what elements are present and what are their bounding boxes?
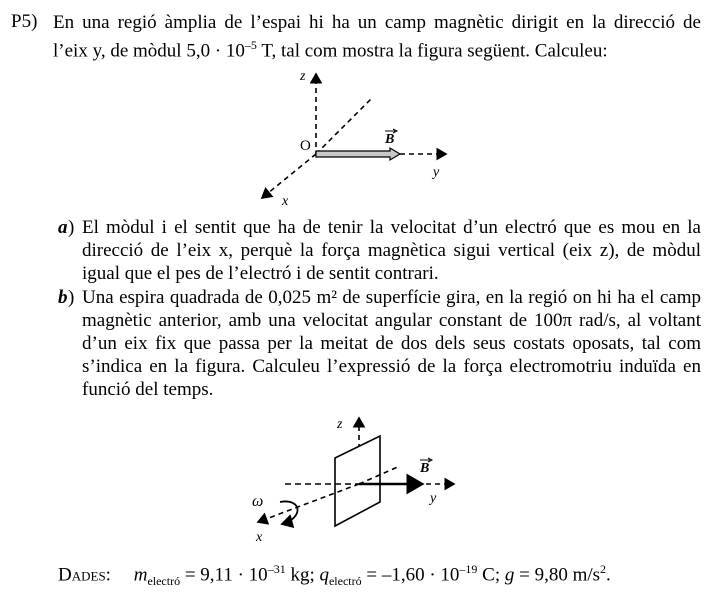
origin-label: O — [300, 138, 311, 154]
intro-line-2 — [53, 34, 701, 62]
field-label: B — [385, 132, 395, 147]
axis-x-label: x — [256, 530, 263, 545]
question-b-text — [82, 286, 701, 401]
x-axis — [262, 154, 316, 198]
electron-mass-value: = 9,11 · 10 — [180, 564, 268, 586]
field-label: B — [420, 461, 430, 476]
gravity-symbol: g — [504, 564, 515, 586]
gravity-value: = 9,80 m/s — [514, 564, 601, 586]
electron-charge-exponent: –19 — [459, 562, 478, 576]
electron-charge-subscript: electró — [328, 574, 362, 589]
question-b-line-3: d’un eix fix que passa per la meitat de dos dels seus costats oposats, tal com — [82, 333, 701, 354]
field-vector-arrow — [316, 148, 400, 160]
electron-mass-subscript: electró — [147, 574, 181, 589]
question-b-label: b — [58, 287, 68, 308]
electron-charge-value: = –1,60 · 10 — [361, 564, 460, 586]
square-loop — [335, 436, 380, 526]
question-b-line-5: funció del temps. — [82, 379, 214, 400]
problem-label: P5) — [11, 11, 38, 32]
electron-mass-exponent: –31 — [267, 562, 286, 576]
question-b-line-4: s’indica en la figura. Calculeu l’expressió de la força electromotriu induïda en — [82, 356, 701, 377]
question-a-text — [82, 216, 701, 285]
figure-rotating-loop — [240, 410, 470, 550]
question-a-line-3: igual que el pes de l’electró i de sentit contrari. — [82, 263, 439, 284]
data-label: Dades: — [58, 564, 111, 586]
axis-y-label: y — [430, 491, 437, 506]
intro-line-1: En una regió àmplia de l’espai hi ha un camp magnètic dirigit en la direcció de — [53, 12, 701, 33]
question-b-line-1: Una espira quadrada de 0,025 m² de superfície gira, en la regió on hi ha el camp — [82, 287, 701, 308]
intro-line-2-start: l’eix y, de mòdul 5,0 · 10 — [53, 40, 245, 62]
electron-mass-symbol: m — [133, 564, 148, 586]
question-a-label: a — [58, 217, 68, 238]
question-b-line-2: magnètic anterior, amb una velocitat angular constant de 100π rad/s, al voltant — [82, 310, 701, 331]
problem-intro — [53, 11, 701, 62]
axis-z-label: z — [337, 417, 343, 432]
question-a-line-2: direcció de l’eix x, perquè la força magnètica sigui vertical (eix z), de mòdul — [82, 240, 701, 261]
electron-mass-unit: kg; — [285, 564, 320, 586]
question-a-paren: ) — [68, 217, 75, 238]
figure-axes-field — [240, 68, 450, 208]
intro-line-2-end: T, tal com mostra la figura següent. Calculeu: — [256, 40, 608, 62]
data-line — [58, 562, 611, 589]
omega-label: ω — [252, 493, 264, 510]
question-a-line-1: El mòdul i el sentit que ha de tenir la velocitat d’un electró que es mou en la — [82, 217, 701, 238]
axis-x-label: x — [282, 194, 289, 208]
axis-y-label: y — [433, 165, 440, 180]
gravity-end: . — [606, 564, 611, 586]
electron-charge-symbol: q — [319, 564, 329, 586]
intro-exponent: –5 — [244, 38, 257, 52]
gravity-exponent: 2 — [600, 562, 607, 576]
electron-charge-unit: C; — [477, 564, 505, 586]
x-axis-back — [316, 98, 372, 154]
question-b-paren: ) — [68, 287, 75, 308]
axis-z-label: z — [300, 69, 306, 84]
